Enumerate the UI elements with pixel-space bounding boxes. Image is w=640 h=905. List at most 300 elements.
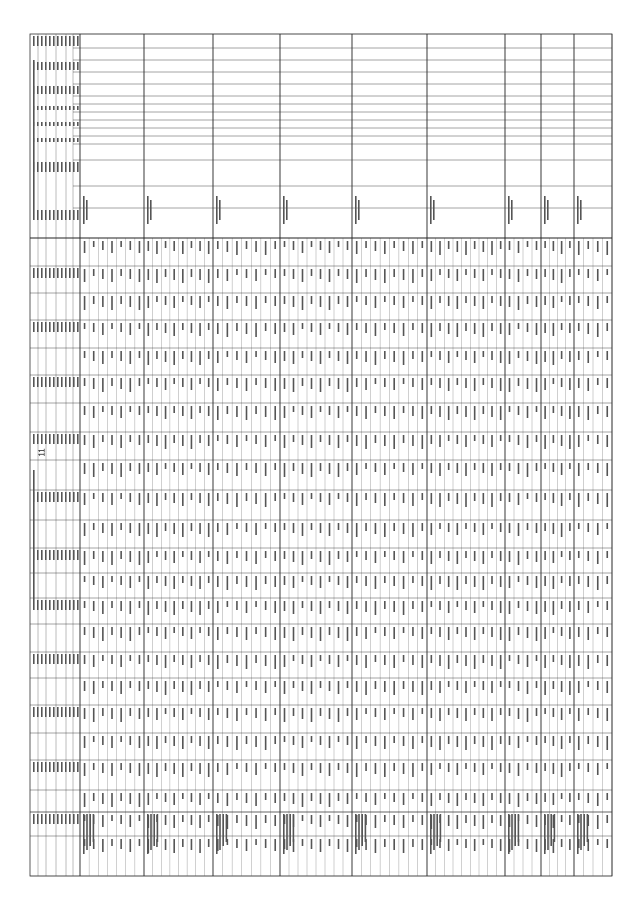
cell-value — [393, 351, 395, 362]
cell-value — [329, 269, 331, 282]
cell-value — [518, 378, 520, 386]
cell-value — [422, 323, 424, 333]
header-text — [53, 162, 55, 172]
header-text — [33, 762, 35, 772]
cell-value — [465, 435, 467, 447]
cell-value — [199, 839, 201, 853]
cell-value — [536, 601, 538, 614]
cell-value — [544, 551, 546, 560]
cell-value — [111, 406, 113, 415]
cell-value — [403, 708, 405, 717]
cell-value — [129, 269, 131, 279]
cell-value — [148, 627, 150, 633]
cell-value — [148, 655, 150, 662]
header-text — [33, 600, 35, 610]
cell-value — [483, 815, 485, 829]
cell-value — [457, 435, 459, 444]
cell-value — [338, 435, 340, 448]
cell-value — [606, 655, 608, 666]
header-text — [41, 210, 43, 220]
cell-value — [474, 763, 476, 772]
header-text — [37, 762, 39, 772]
cell-value — [111, 763, 113, 776]
cell-value — [236, 463, 238, 476]
cell-value — [111, 523, 113, 536]
cell-value — [491, 323, 493, 331]
cell-value — [518, 323, 520, 329]
cell-value — [148, 681, 150, 689]
cell-text — [355, 196, 357, 224]
header-text — [57, 86, 59, 94]
cell-value — [227, 627, 229, 634]
cell-value — [578, 493, 580, 507]
cell-value — [302, 296, 304, 310]
cell-value — [597, 351, 599, 357]
cell-value — [544, 378, 546, 390]
cell-value — [236, 296, 238, 303]
cell-value — [293, 681, 295, 688]
cell-value — [165, 463, 167, 469]
cell-value — [578, 708, 580, 721]
cell-text — [511, 200, 513, 220]
cell-value — [544, 655, 546, 668]
cell-value — [597, 601, 599, 607]
header-text — [49, 814, 51, 824]
cell-value — [569, 493, 571, 500]
cell-value — [246, 793, 248, 803]
cell-value — [320, 493, 322, 502]
cell-value — [606, 296, 608, 303]
cell-value — [139, 241, 141, 253]
cell-value — [165, 323, 167, 333]
cell-value — [217, 351, 219, 363]
cell-value — [156, 378, 158, 387]
cell-value — [102, 655, 104, 661]
cell-value — [544, 763, 546, 771]
cell-text — [583, 814, 585, 846]
cell-value — [329, 793, 331, 807]
cell-value — [84, 523, 86, 536]
header-text — [57, 762, 59, 772]
cell-value — [191, 736, 193, 743]
header-text — [61, 36, 63, 46]
cell-value — [587, 463, 589, 470]
cell-value — [422, 839, 424, 850]
cell-value — [129, 815, 131, 827]
cell-value — [536, 655, 538, 661]
cell-value — [320, 793, 322, 804]
cell-value — [384, 681, 386, 692]
cell-value — [536, 763, 538, 773]
cell-value — [111, 681, 113, 691]
cell-value — [431, 655, 433, 663]
header-text — [77, 106, 79, 110]
cell-value — [274, 627, 276, 640]
cell-value — [448, 351, 450, 363]
cell-value — [518, 406, 520, 415]
cell-value — [111, 463, 113, 474]
cell-value — [544, 681, 546, 695]
cell-value — [375, 601, 377, 615]
cell-value — [375, 463, 377, 472]
cell-value — [111, 601, 113, 608]
cell-value — [412, 627, 414, 636]
cell-value — [191, 323, 193, 333]
cell-value — [483, 435, 485, 444]
cell-value — [412, 493, 414, 506]
cell-value — [606, 839, 608, 848]
cell-value — [587, 323, 589, 334]
header-text — [73, 600, 75, 610]
cell-value — [156, 655, 158, 665]
cell-value — [111, 576, 113, 582]
cell-value — [338, 241, 340, 247]
cell-value — [347, 655, 349, 661]
cell-value — [302, 708, 304, 719]
cell-value — [500, 839, 502, 851]
cell-value — [191, 763, 193, 771]
cell-value — [120, 793, 122, 801]
cell-text — [577, 814, 579, 854]
cell-value — [578, 323, 580, 331]
cell-value — [156, 269, 158, 283]
cell-value — [236, 815, 238, 823]
cell-value — [587, 708, 589, 715]
cell-value — [474, 655, 476, 669]
cell-value — [439, 601, 441, 610]
cell-value — [148, 493, 150, 503]
cell-value — [255, 269, 257, 281]
cell-value — [439, 551, 441, 558]
cell-value — [191, 296, 193, 305]
header-text — [41, 377, 43, 387]
cell-value — [606, 241, 608, 255]
cell-value — [191, 551, 193, 560]
cell-value — [491, 655, 493, 666]
cell-value — [448, 551, 450, 561]
header-text — [73, 550, 75, 560]
cell-value — [431, 323, 433, 337]
cell-value — [293, 793, 295, 804]
cell-value — [165, 378, 167, 390]
cell-value — [208, 378, 210, 387]
header-text — [41, 600, 43, 610]
cell-value — [139, 523, 141, 536]
cell-value — [246, 815, 248, 826]
cell-value — [148, 708, 150, 717]
cell-value — [347, 736, 349, 745]
cell-value — [311, 839, 313, 849]
cell-value — [422, 708, 424, 714]
cell-value — [365, 793, 367, 802]
cell-value — [93, 323, 95, 332]
cell-value — [365, 763, 367, 771]
cell-value — [465, 655, 467, 666]
cell-value — [129, 736, 131, 745]
cell-value — [120, 655, 122, 667]
cell-value — [129, 493, 131, 502]
header-text — [45, 492, 47, 502]
cell-value — [338, 655, 340, 667]
cell-value — [483, 493, 485, 504]
cell-value — [483, 378, 485, 385]
cell-value — [120, 351, 122, 361]
cell-value — [491, 601, 493, 610]
cell-value — [587, 493, 589, 501]
cell-value — [347, 378, 349, 392]
cell-value — [393, 601, 395, 612]
cell-value — [329, 576, 331, 582]
cell-value — [293, 323, 295, 335]
cell-value — [431, 736, 433, 747]
cell-value — [265, 406, 267, 417]
cell-value — [587, 523, 589, 532]
cell-value — [199, 378, 201, 384]
cell-value — [93, 601, 95, 611]
cell-value — [365, 241, 367, 248]
cell-value — [457, 736, 459, 747]
cell-value — [448, 576, 450, 587]
cell-value — [208, 351, 210, 359]
cell-value — [182, 708, 184, 720]
header-text — [53, 210, 55, 220]
cell-value — [384, 551, 386, 557]
cell-value — [393, 378, 395, 390]
header-text — [65, 210, 67, 220]
cell-value — [483, 523, 485, 535]
header-text — [45, 138, 47, 142]
cell-value — [483, 406, 485, 414]
cell-value — [457, 406, 459, 414]
header-text — [73, 492, 75, 502]
cell-value — [509, 378, 511, 392]
cell-value — [483, 551, 485, 564]
cell-value — [111, 435, 113, 445]
cell-value — [246, 523, 248, 532]
cell-value — [403, 493, 405, 503]
cell-value — [191, 269, 193, 277]
cell-value — [338, 493, 340, 499]
cell-value — [439, 493, 441, 507]
cell-value — [518, 576, 520, 582]
cell-value — [569, 839, 571, 850]
cell-value — [320, 269, 322, 279]
cell-value — [578, 435, 580, 447]
cell-value — [274, 323, 276, 334]
cell-value — [139, 655, 141, 664]
cell-value — [217, 435, 219, 441]
cell-value — [606, 551, 608, 558]
cell-value — [217, 463, 219, 470]
cell-value — [403, 601, 405, 615]
cell-text — [219, 200, 221, 220]
cell-value — [329, 708, 331, 719]
cell-value — [536, 406, 538, 412]
cell-value — [384, 793, 386, 799]
cell-value — [553, 681, 555, 689]
cell-value — [265, 351, 267, 360]
cell-value — [431, 296, 433, 309]
cell-value — [338, 406, 340, 418]
cell-value — [284, 378, 286, 389]
cell-value — [102, 576, 104, 588]
cell-value — [347, 839, 349, 852]
cell-value — [457, 523, 459, 535]
cell-value — [422, 601, 424, 612]
cell-value — [403, 435, 405, 443]
header-text — [53, 814, 55, 824]
cell-value — [347, 708, 349, 716]
header-text — [69, 550, 71, 560]
cell-value — [265, 736, 267, 750]
cell-value — [165, 708, 167, 714]
cell-value — [120, 551, 122, 559]
cell-value — [356, 681, 358, 692]
cell-value — [102, 708, 104, 716]
cell-value — [597, 551, 599, 564]
cell-value — [544, 269, 546, 277]
header-text — [65, 268, 67, 278]
cell-value — [93, 378, 95, 389]
cell-value — [129, 708, 131, 716]
cell-value — [208, 241, 210, 254]
cell-value — [384, 269, 386, 283]
cell-value — [120, 378, 122, 389]
header-text — [45, 122, 47, 126]
cell-value — [527, 627, 529, 638]
cell-value — [293, 601, 295, 614]
cell-value — [431, 351, 433, 357]
cell-value — [93, 493, 95, 499]
header-text — [37, 654, 39, 664]
header-text — [61, 62, 63, 70]
cell-value — [156, 493, 158, 506]
cell-value — [431, 681, 433, 690]
cell-value — [265, 523, 267, 529]
cell-value — [199, 323, 201, 336]
cell-value — [536, 296, 538, 307]
header-text — [77, 434, 79, 444]
cell-value — [561, 627, 563, 636]
cell-value — [448, 736, 450, 744]
cell-value — [356, 793, 358, 799]
cell-value — [227, 793, 229, 806]
cell-text — [93, 814, 95, 842]
cell-value — [173, 323, 175, 336]
cell-value — [500, 815, 502, 826]
cell-value — [375, 793, 377, 805]
cell-value — [329, 763, 331, 776]
cell-value — [491, 551, 493, 558]
cell-text — [436, 814, 438, 846]
cell-value — [338, 351, 340, 361]
cell-value — [329, 435, 331, 445]
cell-value — [191, 406, 193, 419]
cell-value — [329, 493, 331, 505]
cell-value — [265, 708, 267, 721]
cell-value — [403, 463, 405, 472]
cell-value — [227, 406, 229, 414]
cell-value — [483, 269, 485, 281]
header-text — [37, 322, 39, 332]
cell-value — [491, 351, 493, 360]
header-text — [53, 600, 55, 610]
cell-value — [320, 627, 322, 641]
cell-value — [500, 493, 502, 501]
cell-value — [191, 463, 193, 469]
cell-value — [474, 406, 476, 420]
header-text — [49, 654, 51, 664]
cell-value — [384, 351, 386, 359]
cell-value — [284, 323, 286, 332]
cell-value — [384, 463, 386, 475]
header-text — [37, 210, 39, 220]
header-text — [37, 138, 39, 142]
cell-value — [311, 493, 313, 499]
cell-value — [246, 323, 248, 334]
cell-value — [302, 551, 304, 565]
cell-text — [150, 200, 152, 220]
cell-value — [465, 463, 467, 476]
header-text — [65, 322, 67, 332]
header-text — [49, 600, 51, 610]
cell-value — [182, 323, 184, 330]
cell-value — [173, 435, 175, 443]
cell-value — [578, 551, 580, 558]
cell-value — [191, 351, 193, 362]
cell-text — [293, 814, 295, 842]
cell-value — [356, 323, 358, 330]
cell-value — [347, 681, 349, 688]
cell-value — [465, 793, 467, 800]
cell-value — [156, 627, 158, 636]
cell-value — [284, 463, 286, 477]
cell-value — [356, 406, 358, 416]
header-text — [69, 106, 71, 110]
cell-value — [518, 763, 520, 776]
header-text — [73, 268, 75, 278]
cell-value — [384, 523, 386, 537]
cell-value — [208, 736, 210, 749]
cell-value — [199, 763, 201, 774]
cell-value — [509, 241, 511, 250]
cell-value — [597, 708, 599, 718]
cell-value — [111, 708, 113, 719]
cell-value — [561, 815, 563, 822]
cell-value — [527, 576, 529, 585]
header-text — [49, 377, 51, 387]
cell-value — [246, 406, 248, 420]
cell-value — [236, 241, 238, 255]
header-text — [65, 492, 67, 502]
cell-value — [199, 269, 201, 280]
cell-value — [265, 493, 267, 507]
cell-value — [569, 523, 571, 531]
cell-value — [102, 523, 104, 533]
cell-value — [265, 241, 267, 255]
cell-value — [84, 296, 86, 310]
cell-value — [587, 681, 589, 687]
cell-value — [329, 523, 331, 536]
cell-value — [544, 435, 546, 449]
cell-value — [84, 576, 86, 582]
cell-value — [311, 815, 313, 824]
cell-value — [111, 655, 113, 664]
cell-value — [120, 708, 122, 722]
header-text — [69, 600, 71, 610]
cell-value — [284, 601, 286, 611]
cell-value — [236, 601, 238, 610]
